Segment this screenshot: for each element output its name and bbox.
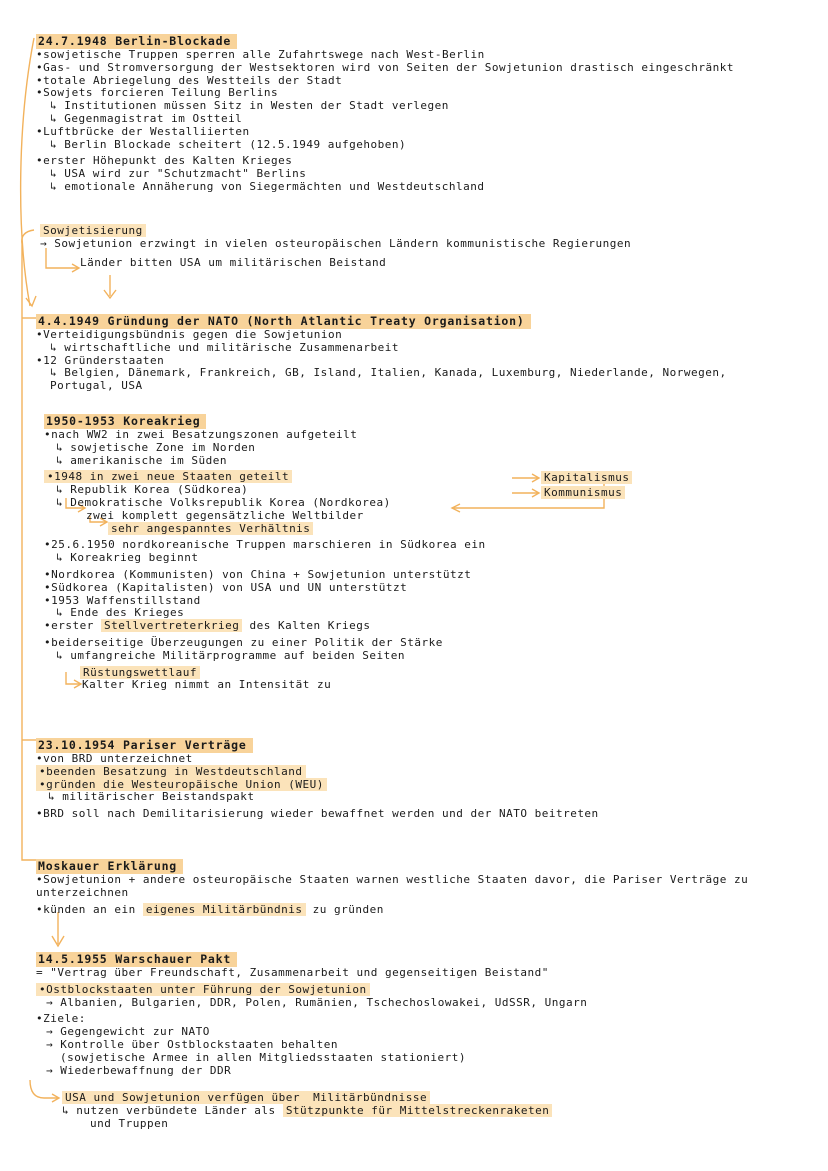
bullet: → Sowjetunion erzwingt in vielen osteuropäischen Ländern kommunistische Regierungen (40, 236, 632, 250)
sub-bullet: ↳ sowjetische Zone im Norden (56, 440, 256, 454)
section-title: 24.7.1948 Berlin-Blockade (36, 34, 237, 49)
bullet: •1948 in zwei neue Staaten geteilt (44, 470, 292, 483)
bullet: •12 Gründerstaaten (36, 353, 165, 367)
bullet: •Ostblockstaaten unter Führung der Sowjetunion (36, 983, 370, 996)
section-pariser-vertraege (36, 734, 806, 821)
bullet: = "Vertrag über Freundschaft, Zusammenarbeit und gegenseitigen Beistand" (36, 966, 549, 979)
bullet: •Ziele: (36, 1012, 86, 1026)
section-title: 14.5.1955 Warschauer Pakt (36, 952, 237, 967)
bullet (44, 620, 814, 633)
highlight: Stellvertreterkrieg (101, 619, 242, 632)
bullet: •Nordkorea (Kommunisten) von China + Sowjetunion unterstützt (44, 567, 472, 581)
bullet (36, 904, 806, 917)
section-warschauer-pakt (36, 948, 806, 1077)
sub-bullet: ↳ Koreakrieg beginnt (56, 551, 199, 565)
highlight: Stützpunkte für Mittelstreckenraketen (283, 1104, 553, 1117)
bullet: •erster Höhepunkt des Kalten Krieges (36, 154, 293, 168)
highlight: eigenes Militärbündnis (143, 903, 306, 916)
sub-bullet: ↳ USA wird zur "Schutzmacht" Berlins (50, 167, 307, 181)
bullet: •Luftbrücke der Westalliierten (36, 124, 250, 138)
section-berlin-blockade (36, 30, 806, 194)
sub-bullet: Kalter Krieg nimmt an Intensität zu (82, 678, 332, 692)
bullet: •1953 Waffenstillstand (44, 593, 201, 607)
sub-bullet: (sowjetische Armee in allen Mitgliedsstaaten stationiert) (60, 1050, 466, 1064)
sub-bullet: → Wiederbewaffnung der DDR (46, 1063, 232, 1077)
arrow-berlin-to-nato (21, 38, 34, 306)
bullet: •totale Abriegelung des Westteils der Stadt (36, 73, 343, 87)
bullet: •Gas- und Stromversorgung der Westsektoren wird von Seiten der Sowjetunion drastisch eingeschränkt (36, 60, 735, 74)
bullet: •Südkorea (Kapitalisten) von USA und UN unterstützt (44, 580, 408, 594)
sub-bullet: ↳ emotionale Annäherung von Siegermächten und Westdeutschland (50, 179, 485, 193)
text: ↳ nutzen verbündete Länder als (62, 1103, 283, 1117)
section-title: 1950-1953 Koreakrieg (44, 414, 206, 429)
text: USA und Sowjetunion verfügen über (62, 1091, 310, 1104)
section-title: 4.4.1949 Gründung der NATO (North Atlantic Treaty Organisation) (36, 314, 531, 329)
bullet: •25.6.1950 nordkoreanische Truppen marschieren in Südkorea ein (44, 538, 486, 552)
sub-bullet: zwei komplett gegensätzliche Weltbilder (86, 508, 364, 522)
section-koreakrieg (44, 410, 814, 692)
highlight: Militärbündnisse (310, 1091, 430, 1104)
section-sowjetisierung (40, 225, 810, 269)
sub-bullet: sehr angespanntes Verhältnis (108, 522, 313, 535)
sub-bullet: ↳ Demokratische Volksrepublik Korea (Nordkorea) (56, 495, 391, 509)
label-kapitalismus: Kapitalismus (541, 471, 632, 484)
sub-bullet: → Albanien, Bulgarien, DDR, Polen, Rumänien, Tschechoslowakei, UdSSR, Ungarn (46, 995, 588, 1009)
sub-bullet: ↳ Republik Korea (Südkorea) (56, 483, 249, 497)
bullet: •Sowjetunion + andere osteuropäische Staaten warnen westliche Staaten davor, die Pariser Verträge zu unterzeichnen (36, 873, 749, 899)
bullet: •beiderseitige Überzeugungen zu einer Politik der Stärke (44, 635, 443, 649)
bullet: •sowjetische Truppen sperren alle Zufahrtswege nach West-Berlin (36, 48, 485, 61)
sub-bullet: ↳ wirtschaftliche und militärische Zusammenarbeit (50, 340, 400, 354)
section-moskauer-erklaerung (36, 855, 806, 916)
sub-bullet: → Gegengewicht zur NATO (46, 1025, 210, 1039)
sub-bullet: → Kontrolle über Ostblockstaaten behalten (46, 1037, 339, 1051)
text: zu gründen (305, 902, 384, 916)
text: und Truppen (90, 1116, 169, 1130)
text: •künden an ein (36, 902, 143, 916)
sub-bullet: ↳ amerikanische im Süden (56, 453, 227, 467)
sub-bullet: ↳ Berlin Blockade scheitert (12.5.1949 aufgehoben) (50, 137, 407, 151)
sub-bullet: ↳ Belgien, Dänemark, Frankreich, GB, Island, Italien, Kanada, Luxemburg, Niederlande, Norwegen, Portugal, USA (50, 366, 727, 393)
section-nato (36, 310, 806, 393)
bullet: •gründen die Westeuropäische Union (WEU) (36, 778, 327, 791)
bullet: •beenden Besatzung in Westdeutschland (36, 765, 306, 778)
bullet: •von BRD unterzeichnet (36, 752, 193, 765)
text: des Kalten Kriegs (242, 619, 371, 633)
bullet: •nach WW2 in zwei Besatzungszonen aufgeteilt (44, 428, 358, 441)
bullet: Länder bitten USA um militärischen Beistand (80, 255, 387, 269)
sub-bullet: ↳ militärischer Beistandspakt (48, 790, 255, 804)
section-title: 23.10.1954 Pariser Verträge (36, 738, 253, 753)
sub-bullet: Rüstungswettlauf (80, 666, 200, 679)
section-title: Sowjetisierung (40, 224, 146, 237)
text: •erster (44, 619, 101, 633)
section-summary (62, 1092, 828, 1130)
bullet: •Sowjets forcieren Teilung Berlins (36, 86, 279, 100)
bracket-left (22, 230, 36, 860)
bullet: •BRD soll nach Demilitarisierung wieder bewaffnet werden und der NATO beitreten (36, 807, 599, 821)
sub-bullet: ↳ Ende des Krieges (56, 606, 185, 620)
bullet: •Verteidigungsbündnis gegen die Sowjetunion (36, 328, 343, 341)
label-kommunismus: Kommunismus (541, 486, 625, 499)
section-title: Moskauer Erklärung (36, 859, 183, 874)
sub-bullet: ↳ umfangreiche Militärprogramme auf beiden Seiten (56, 648, 406, 662)
sub-bullet: ↳ Institutionen müssen Sitz in Westen der Stadt verlegen (50, 99, 449, 113)
sub-bullet: ↳ Gegenmagistrat im Ostteil (50, 111, 243, 125)
